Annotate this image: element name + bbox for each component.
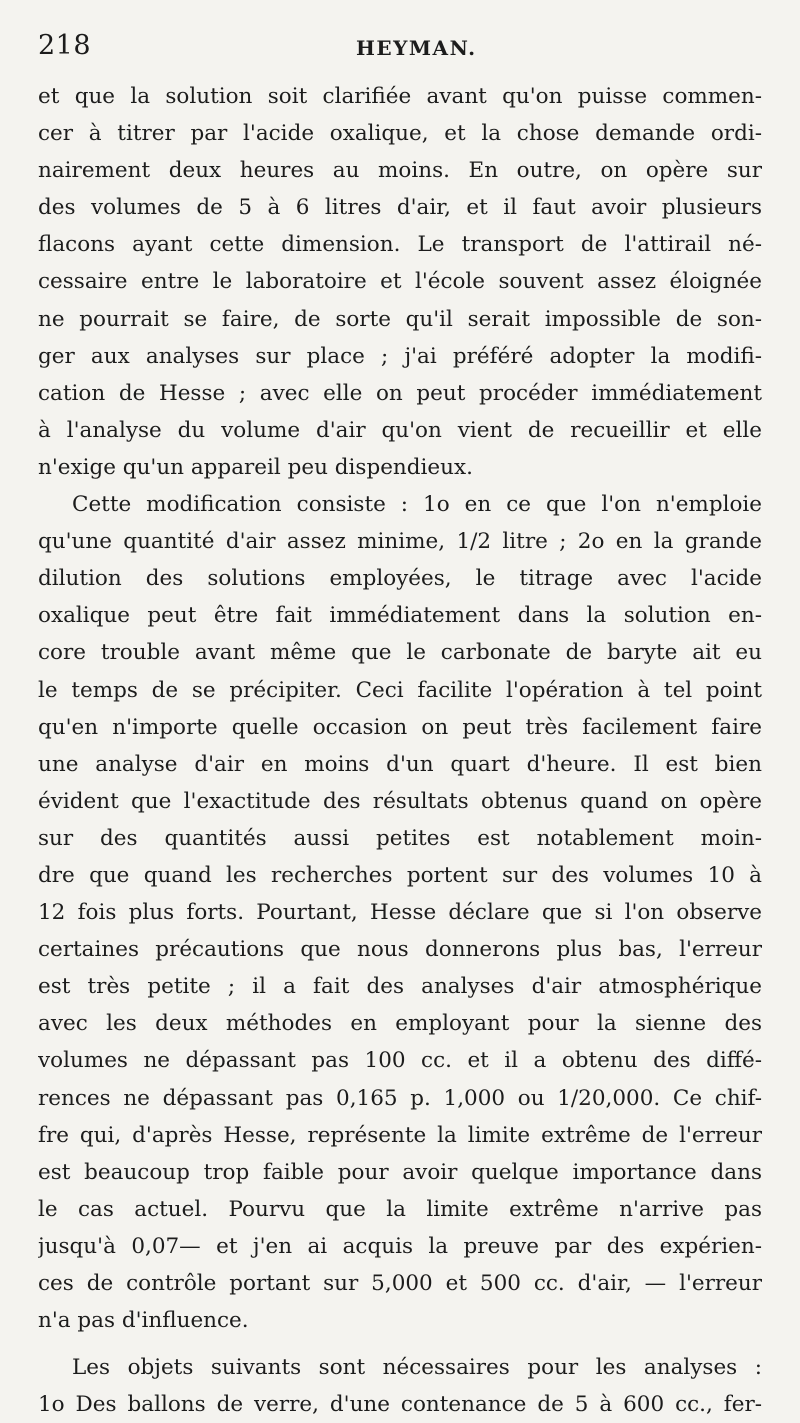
text-line: dilution des solutions employées, le titrage avec l'acide	[38, 566, 762, 592]
text-line: évident que l'exactitude des résultats obtenus quand on opère	[38, 788, 762, 814]
running-head: HEYMAN.	[356, 36, 477, 60]
text-line: Les objets suivants sont nécessaires pour les analyses :	[72, 1355, 762, 1381]
body-text	[38, 78, 762, 1423]
text-line: oxalique peut être fait immédiatement dans la solution en-	[38, 603, 762, 629]
text-line: n'a pas d'influence.	[38, 1308, 249, 1334]
page-number: 218	[38, 30, 92, 61]
text-line: des volumes de 5 à 6 litres d'air, et il faut avoir plusieurs	[38, 195, 762, 221]
text-line: ces de contrôle portant sur 5,000 et 500 cc. d'air, — l'erreur	[38, 1271, 762, 1296]
text-line: rences ne dépassant pas 0,165 p. 1,000 ou 1/20,000. Ce chif-	[38, 1085, 762, 1111]
text-line: Cette modification consiste : 1o en ce que l'on n'emploie	[72, 492, 762, 518]
text-line: est très petite ; il a fait des analyses d'air atmosphérique	[38, 974, 762, 1000]
text-line: qu'en n'importe quelle occasion on peut très facilement faire	[38, 714, 762, 740]
text-line: jusqu'à 0,07— et j'en ai acquis la preuve par des expérien-	[38, 1233, 762, 1259]
text-line: flacons ayant cette dimension. Le transport de l'attirail né-	[38, 232, 762, 258]
text-line: dre que quand les recherches portent sur des volumes 10 à	[38, 862, 762, 888]
text-line: 1o Des ballons de verre, d'une contenance de 5 à 600 cc., fer-	[38, 1392, 762, 1418]
text-line: sur des quantités aussi petites est notablement moin-	[38, 825, 762, 851]
text-line: nairement deux heures au moins. En outre, on opère sur	[38, 158, 762, 184]
text-line: 12 fois plus forts. Pourtant, Hesse déclare que si l'on observe	[38, 900, 762, 926]
text-line: n'exige qu'un appareil peu dispendieux.	[38, 454, 473, 480]
text-line: volumes ne dépassant pas 100 cc. et il a obtenu des diffé-	[38, 1048, 762, 1074]
text-line: est beaucoup trop faible pour avoir quelque importance dans	[38, 1159, 762, 1185]
text-line: cessaire entre le laboratoire et l'école souvent assez éloignée	[38, 269, 762, 295]
text-line: qu'une quantité d'air assez minime, 1/2 litre ; 2o en la grande	[38, 529, 762, 555]
text-line: certaines précautions que nous donnerons plus bas, l'erreur	[38, 937, 762, 963]
text-line: cer à titrer par l'acide oxalique, et la chose demande ordi-	[38, 121, 762, 147]
text-line: une analyse d'air en moins d'un quart d'heure. Il est bien	[38, 751, 762, 777]
text-line: core trouble avant même que le carbonate de baryte ait eu	[38, 640, 762, 666]
text-line: le temps de se précipiter. Ceci facilite l'opération à tel point	[38, 677, 762, 703]
page-header	[38, 30, 762, 70]
text-line: ger aux analyses sur place ; j'ai préféré adopter la modifi-	[38, 343, 762, 369]
text-line: le cas actuel. Pourvu que la limite extrême n'arrive pas	[38, 1196, 762, 1222]
text-line: cation de Hesse ; avec elle on peut procéder immédiatement	[38, 380, 762, 406]
text-line: à l'analyse du volume d'air qu'on vient de recueillir et elle	[38, 417, 762, 443]
text-line: ne pourrait se faire, de sorte qu'il serait impossible de son-	[38, 306, 762, 332]
text-line: et que la solution soit clarifiée avant qu'on puisse commen-	[38, 84, 762, 109]
text-line: avec les deux méthodes en employant pour la sienne des	[38, 1011, 762, 1037]
paragraph-gap	[38, 1339, 762, 1349]
text-line: fre qui, d'après Hesse, représente la limite extrême de l'erreur	[38, 1122, 762, 1148]
